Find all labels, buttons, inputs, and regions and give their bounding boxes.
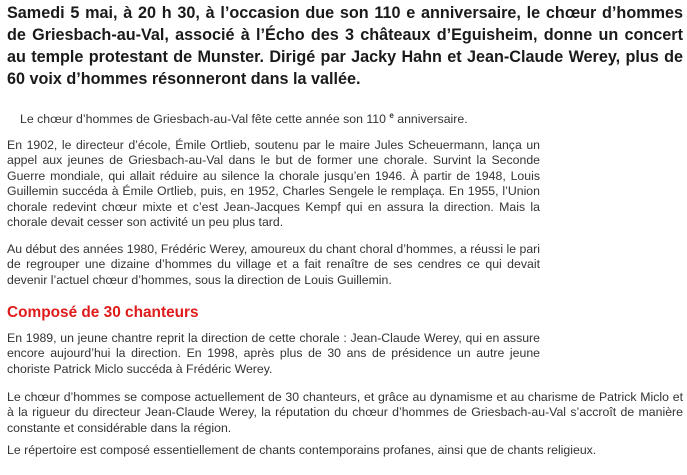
paragraph-direction: En 1989, un jeune chantre reprit la direction de cette chorale : Jean-Claude Werey, qui en assure encore aujourd’hui la direction. En 1998, après plus de 30 ans de présidence un autre jeune choriste Patrick Miclo succéda à Frédéric Werey. — [7, 331, 540, 376]
paragraph-history: En 1902, le directeur d’école, Émile Ortlieb, soutenu par le maire Jules Scheuermann, lança un appel aux jeunes de Griesbach-au-Val dans le but de former une chorale. Survint la Seconde Guerre mondiale, qui allait réduire au silence la chorale jusqu’en 1946. À partir de 1948, Louis Guillemin succéda à Émile Ortlieb, puis, en 1952, Charles Sengele le remplaça. En 1955, l’Union chorale redevint chœur mixte et c’est Jean-Jacques Kempf qui en assura la direction. Mais la chorale devait cesser son activité un peu plus tard. — [7, 138, 540, 230]
section-subheading: Composé de 30 chanteurs — [7, 304, 199, 321]
intro-text: Le chœur d’hommes de Griesbach-au-Val fête cette année son 110 — [20, 112, 386, 126]
paragraph-members: Le chœur d’hommes se compose actuellement de 30 chanteurs, et grâce au dynamisme et au charisme de Patrick Miclo et à la rigueur du directeur Jean-Claude Werey, la réputation du chœur d’hommes de Griesbach-au-Val s’accroît de manière constante et considérable dans la région. — [7, 390, 683, 435]
article-lead: Samedi 5 mai, à 20 h 30, à l’occasion due son 110 e anniversaire, le chœur d’hommes de Griesbach-au-Val, associé à l’Écho des 3 châteaux d’Eguisheim, donne un concert au temple protestant de Munster. Dirigé par Jacky Hahn et Jean-Claude Werey, plus de 60 voix d’hommes résonneront dans la vallée. — [7, 4, 683, 88]
intro-paragraph — [20, 108, 620, 127]
paragraph-repertoire: Le répertoire est composé essentiellement de chants contemporains profanes, ainsi que de chants religieux. — [7, 443, 597, 457]
intro-text-end: anniversaire. — [393, 112, 468, 126]
ordinal-superscript: e — [389, 111, 394, 120]
paragraph-revival: Au début des années 1980, Frédéric Werey, amoureux du chant choral d’hommes, a réussi le pari de regrouper une dizaine d’hommes du village et a fait renaître de ses cendres ce qui devait devenir l’actuel chœur d’hommes, sous la direction de Louis Guillemin. — [7, 242, 540, 287]
